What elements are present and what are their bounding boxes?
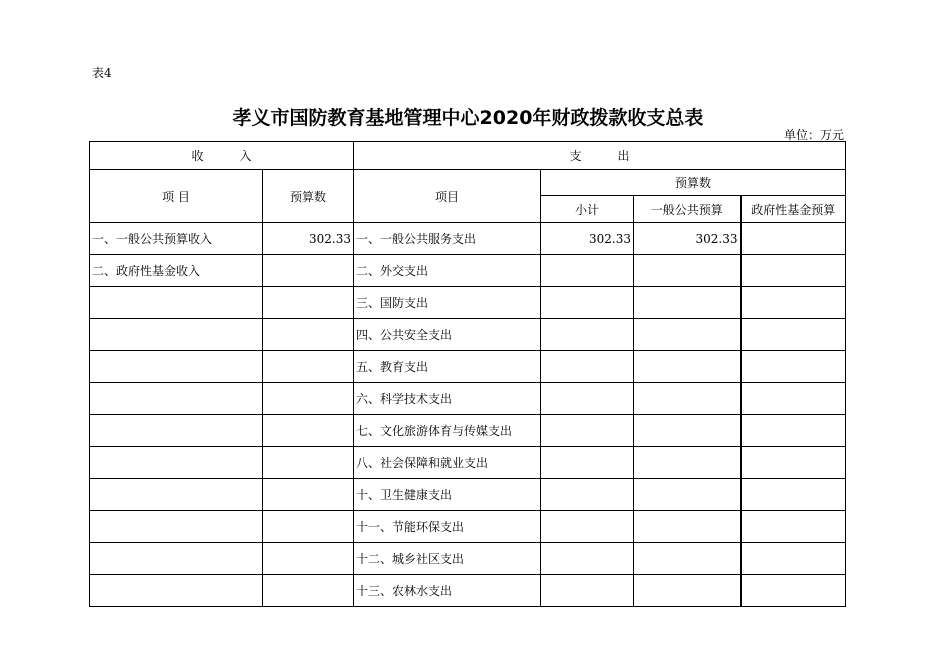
cell-income-budget — [263, 543, 354, 575]
cell-income-budget — [263, 319, 354, 351]
cell-expense-item: 三、国防支出 — [354, 287, 541, 319]
cell-income-budget — [263, 415, 354, 447]
cell-fund — [741, 447, 846, 479]
cell-fund — [741, 287, 846, 319]
cell-fund — [741, 575, 846, 607]
cell-fund — [741, 543, 846, 575]
cell-general — [634, 543, 741, 575]
cell-subtotal — [541, 511, 634, 543]
cell-income-item — [90, 575, 263, 607]
cell-expense-item: 四、公共安全支出 — [354, 319, 541, 351]
income-budget-header: 预算数 — [263, 170, 354, 223]
table-row — [90, 255, 846, 287]
cell-subtotal: 302.33 — [541, 223, 634, 255]
cell-income-budget — [263, 287, 354, 319]
budget-table — [89, 141, 846, 607]
table-row — [90, 447, 846, 479]
table-number: 表4 — [92, 66, 112, 80]
table-row — [90, 383, 846, 415]
cell-subtotal — [541, 479, 634, 511]
cell-fund — [741, 319, 846, 351]
cell-general — [634, 479, 741, 511]
subtotal-header: 小计 — [541, 196, 634, 223]
cell-income-budget — [263, 575, 354, 607]
cell-expense-item: 六、科学技术支出 — [354, 383, 541, 415]
fund-budget-header: 政府性基金预算 — [741, 196, 846, 223]
cell-income-item — [90, 415, 263, 447]
cell-subtotal — [541, 543, 634, 575]
cell-subtotal — [541, 351, 634, 383]
cell-expense-item: 五、教育支出 — [354, 351, 541, 383]
cell-general — [634, 383, 741, 415]
cell-income-item — [90, 543, 263, 575]
cell-expense-item: 八、社会保障和就业支出 — [354, 447, 541, 479]
cell-subtotal — [541, 255, 634, 287]
cell-fund — [741, 383, 846, 415]
cell-fund — [741, 351, 846, 383]
unit-label: 单位：万元 — [783, 128, 844, 142]
table-row — [90, 415, 846, 447]
table-row — [90, 287, 846, 319]
cell-expense-item: 十二、城乡社区支出 — [354, 543, 541, 575]
cell-income-item: 一、一般公共预算收入 — [90, 223, 263, 255]
cell-expense-item: 二、外交支出 — [354, 255, 541, 287]
cell-general — [634, 415, 741, 447]
table-row — [90, 511, 846, 543]
cell-income-item — [90, 479, 263, 511]
income-item-header: 项 目 — [90, 170, 263, 223]
cell-fund — [741, 479, 846, 511]
table-row — [90, 351, 846, 383]
cell-income-item: 二、政府性基金收入 — [90, 255, 263, 287]
income-header: 收 入 — [90, 142, 354, 170]
cell-income-item — [90, 511, 263, 543]
expense-item-header: 项目 — [354, 170, 541, 223]
cell-income-item — [90, 383, 263, 415]
cell-subtotal — [541, 415, 634, 447]
cell-income-budget — [263, 351, 354, 383]
cell-general — [634, 351, 741, 383]
cell-general — [634, 511, 741, 543]
cell-income-budget — [263, 511, 354, 543]
cell-subtotal — [541, 287, 634, 319]
cell-general — [634, 575, 741, 607]
cell-income-budget — [263, 447, 354, 479]
cell-fund — [741, 255, 846, 287]
cell-general — [634, 287, 741, 319]
table-row — [90, 319, 846, 351]
general-budget-header: 一般公共预算 — [634, 196, 741, 223]
cell-general: 302.33 — [634, 223, 741, 255]
cell-income-budget — [263, 255, 354, 287]
cell-expense-item: 十三、农林水支出 — [354, 575, 541, 607]
cell-fund — [741, 223, 846, 255]
expense-budget-header: 预算数 — [541, 170, 846, 196]
cell-income-budget: 302.33 — [263, 223, 354, 255]
table-row — [90, 223, 846, 255]
cell-income-item — [90, 447, 263, 479]
cell-subtotal — [541, 447, 634, 479]
table-row — [90, 543, 846, 575]
cell-expense-item: 一、一般公共服务支出 — [354, 223, 541, 255]
cell-general — [634, 319, 741, 351]
cell-expense-item: 七、文化旅游体育与传媒支出 — [354, 415, 541, 447]
cell-income-item — [90, 351, 263, 383]
cell-subtotal — [541, 319, 634, 351]
cell-income-budget — [263, 383, 354, 415]
page-title: 孝义市国防教育基地管理中心2020年财政拨款收支总表 — [232, 107, 704, 129]
cell-fund — [741, 415, 846, 447]
table-row — [90, 479, 846, 511]
table-row — [90, 575, 846, 607]
cell-subtotal — [541, 383, 634, 415]
cell-income-item — [90, 319, 263, 351]
cell-income-budget — [263, 479, 354, 511]
cell-income-item — [90, 287, 263, 319]
expense-header: 支 出 — [354, 142, 846, 170]
cell-general — [634, 447, 741, 479]
cell-fund — [741, 511, 846, 543]
cell-general — [634, 255, 741, 287]
cell-expense-item: 十、卫生健康支出 — [354, 479, 541, 511]
cell-expense-item: 十一、节能环保支出 — [354, 511, 541, 543]
cell-subtotal — [541, 575, 634, 607]
